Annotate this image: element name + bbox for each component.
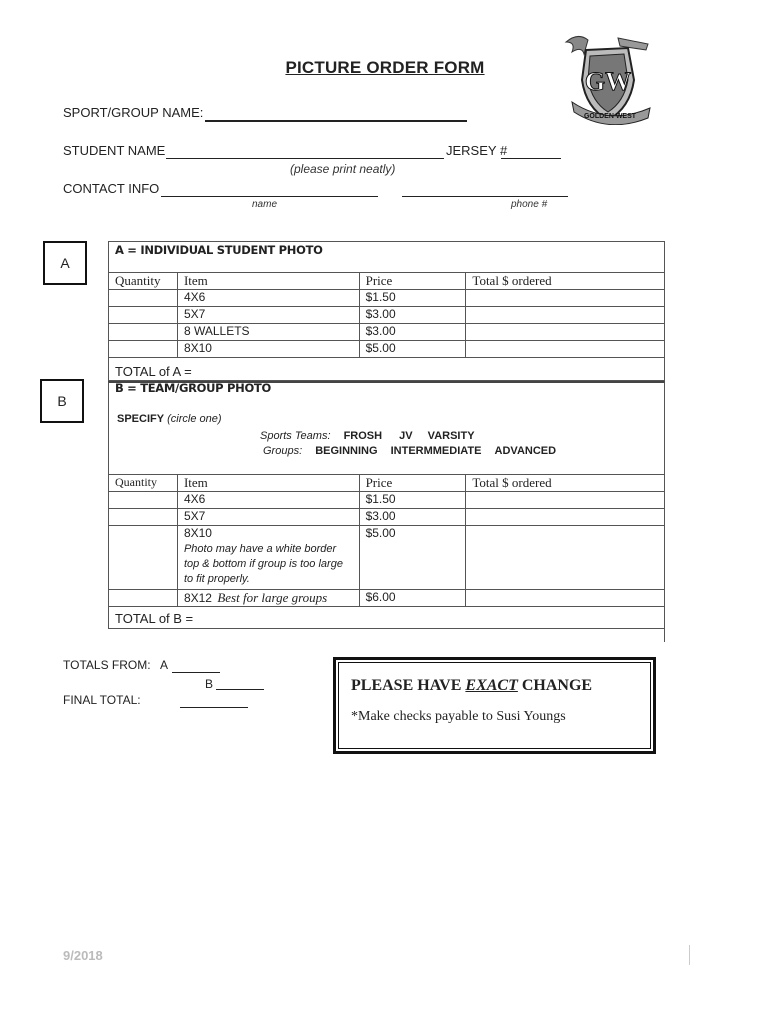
- notice-prefix: PLEASE HAVE: [351, 677, 466, 694]
- item-cell: [177, 526, 359, 590]
- svg-text:GOLDEN WEST: GOLDEN WEST: [583, 113, 637, 120]
- total-cell[interactable]: [466, 307, 665, 324]
- total-cell[interactable]: [466, 590, 665, 607]
- groups-label: Groups:: [263, 445, 303, 457]
- circle-one-note: (circle one): [167, 413, 222, 425]
- quantity-cell[interactable]: [109, 526, 178, 590]
- page-title: PICTURE ORDER FORM: [285, 58, 485, 77]
- contact-name-field[interactable]: [161, 196, 378, 197]
- jersey-label: JERSEY #: [446, 143, 508, 158]
- sports-teams-label: Sports Teams:: [260, 430, 331, 442]
- option-frosh[interactable]: FROSH: [343, 430, 383, 442]
- item-name: 8X10: [183, 526, 212, 540]
- item-cell: 5X7: [177, 307, 359, 324]
- option-varsity[interactable]: VARSITY: [427, 430, 475, 442]
- student-name-field[interactable]: [166, 158, 444, 159]
- item-header: Item: [177, 475, 359, 492]
- option-jv[interactable]: JV: [399, 430, 413, 442]
- notice-suffix: CHANGE: [517, 677, 593, 694]
- school-logo: [558, 30, 658, 125]
- total-b-label: TOTAL of B =: [115, 611, 194, 626]
- final-total-field[interactable]: [180, 707, 248, 708]
- option-advanced[interactable]: ADVANCED: [494, 445, 557, 457]
- table-row: [109, 307, 665, 324]
- price-cell: $6.00: [359, 590, 466, 607]
- notice-heading: [339, 663, 650, 695]
- total-cell[interactable]: [466, 341, 665, 358]
- item-name: 8X12: [183, 591, 212, 605]
- table-row: [109, 509, 665, 526]
- table-row: [109, 341, 665, 358]
- phone-hint: phone #: [511, 199, 548, 210]
- total-header: Total $ ordered: [466, 475, 665, 492]
- option-intermmediate[interactable]: INTERMMEDIATE: [390, 445, 482, 457]
- border-note: Photo may have a white border top & bottom if group is too large to fit properly.: [183, 543, 343, 585]
- notice-emphasis: EXACT: [465, 677, 518, 694]
- totals-b-field[interactable]: [216, 689, 264, 690]
- option-beginning[interactable]: BEGINNING: [315, 445, 378, 457]
- quantity-cell[interactable]: [109, 307, 178, 324]
- totals-a-field[interactable]: [172, 672, 220, 673]
- sport-group-label: SPORT/GROUP NAME:: [63, 105, 204, 120]
- checks-note: *Make checks payable to Susi Youngs: [351, 709, 566, 724]
- quantity-header: Quantity: [109, 475, 178, 492]
- total-a-short-label: A: [160, 658, 169, 672]
- final-total-label: FINAL TOTAL:: [63, 693, 141, 707]
- exact-change-notice: [333, 657, 656, 754]
- table-row: [109, 526, 665, 590]
- quantity-cell[interactable]: [109, 509, 178, 526]
- contact-phone-field[interactable]: [402, 196, 568, 197]
- price-cell: $3.00: [359, 324, 466, 341]
- total-header: Total $ ordered: [466, 273, 665, 290]
- item-note: Best for large groups: [217, 590, 328, 605]
- quantity-cell[interactable]: [109, 290, 178, 307]
- footer-date: 9/2018: [63, 948, 103, 963]
- price-header: Price: [359, 475, 466, 492]
- name-hint: name: [252, 199, 278, 210]
- quantity-cell[interactable]: [109, 590, 178, 607]
- price-cell: $3.00: [359, 307, 466, 324]
- price-cell: $5.00: [359, 526, 466, 590]
- contact-info-label: CONTACT INFO: [63, 181, 160, 196]
- total-cell[interactable]: [466, 509, 665, 526]
- table-row: [109, 492, 665, 509]
- section-a-checkbox[interactable]: [43, 241, 87, 285]
- section-b-table: [108, 474, 665, 607]
- item-cell: 8 WALLETS: [177, 324, 359, 341]
- quantity-cell[interactable]: [109, 324, 178, 341]
- jersey-field[interactable]: [501, 158, 561, 159]
- footer-divider: [689, 945, 690, 965]
- totals-from-label: TOTALS FROM:: [63, 658, 151, 672]
- svg-text:GW: GW: [584, 67, 632, 96]
- item-cell: 5X7: [177, 509, 359, 526]
- groups-line: [263, 445, 556, 457]
- price-cell: $1.50: [359, 492, 466, 509]
- sports-teams-line: [260, 430, 475, 442]
- item-cell: 8X10: [177, 341, 359, 358]
- section-a-heading: A = INDIVIDUAL STUDENT PHOTO: [115, 243, 323, 257]
- price-cell: $5.00: [359, 341, 466, 358]
- quantity-cell[interactable]: [109, 492, 178, 509]
- total-cell[interactable]: [466, 324, 665, 341]
- table-header-row: [109, 475, 665, 492]
- section-b-heading: B = TEAM/GROUP PHOTO: [115, 381, 271, 395]
- quantity-cell[interactable]: [109, 341, 178, 358]
- table-row: [109, 590, 665, 607]
- print-neatly-note: (please print neatly): [290, 162, 396, 176]
- price-cell: $1.50: [359, 290, 466, 307]
- divider: [108, 628, 665, 629]
- table-row: [109, 324, 665, 341]
- price-header: Price: [359, 273, 466, 290]
- total-cell[interactable]: [466, 526, 665, 590]
- student-name-label: STUDENT NAME: [63, 143, 166, 158]
- notice-inner-border: [338, 662, 651, 749]
- section-b-box-label: B: [57, 393, 67, 409]
- total-a-label: TOTAL of A =: [115, 364, 192, 379]
- item-cell: 4X6: [177, 290, 359, 307]
- section-b-checkbox[interactable]: [40, 379, 84, 423]
- total-b-short-label: B: [205, 677, 214, 691]
- mascot-logo-icon: [558, 30, 658, 125]
- sport-group-field[interactable]: [205, 120, 467, 122]
- section-a-table: [108, 272, 665, 358]
- section-a-box-label: A: [60, 255, 70, 271]
- total-cell[interactable]: [466, 290, 665, 307]
- item-cell: 4X6: [177, 492, 359, 509]
- specify-line: [117, 413, 222, 425]
- total-cell[interactable]: [466, 492, 665, 509]
- price-cell: $3.00: [359, 509, 466, 526]
- specify-label: SPECIFY: [117, 413, 165, 425]
- table-header-row: [109, 273, 665, 290]
- item-header: Item: [177, 273, 359, 290]
- item-cell: [177, 590, 359, 607]
- table-row: [109, 290, 665, 307]
- divider: [664, 628, 665, 642]
- quantity-header: Quantity: [109, 273, 178, 290]
